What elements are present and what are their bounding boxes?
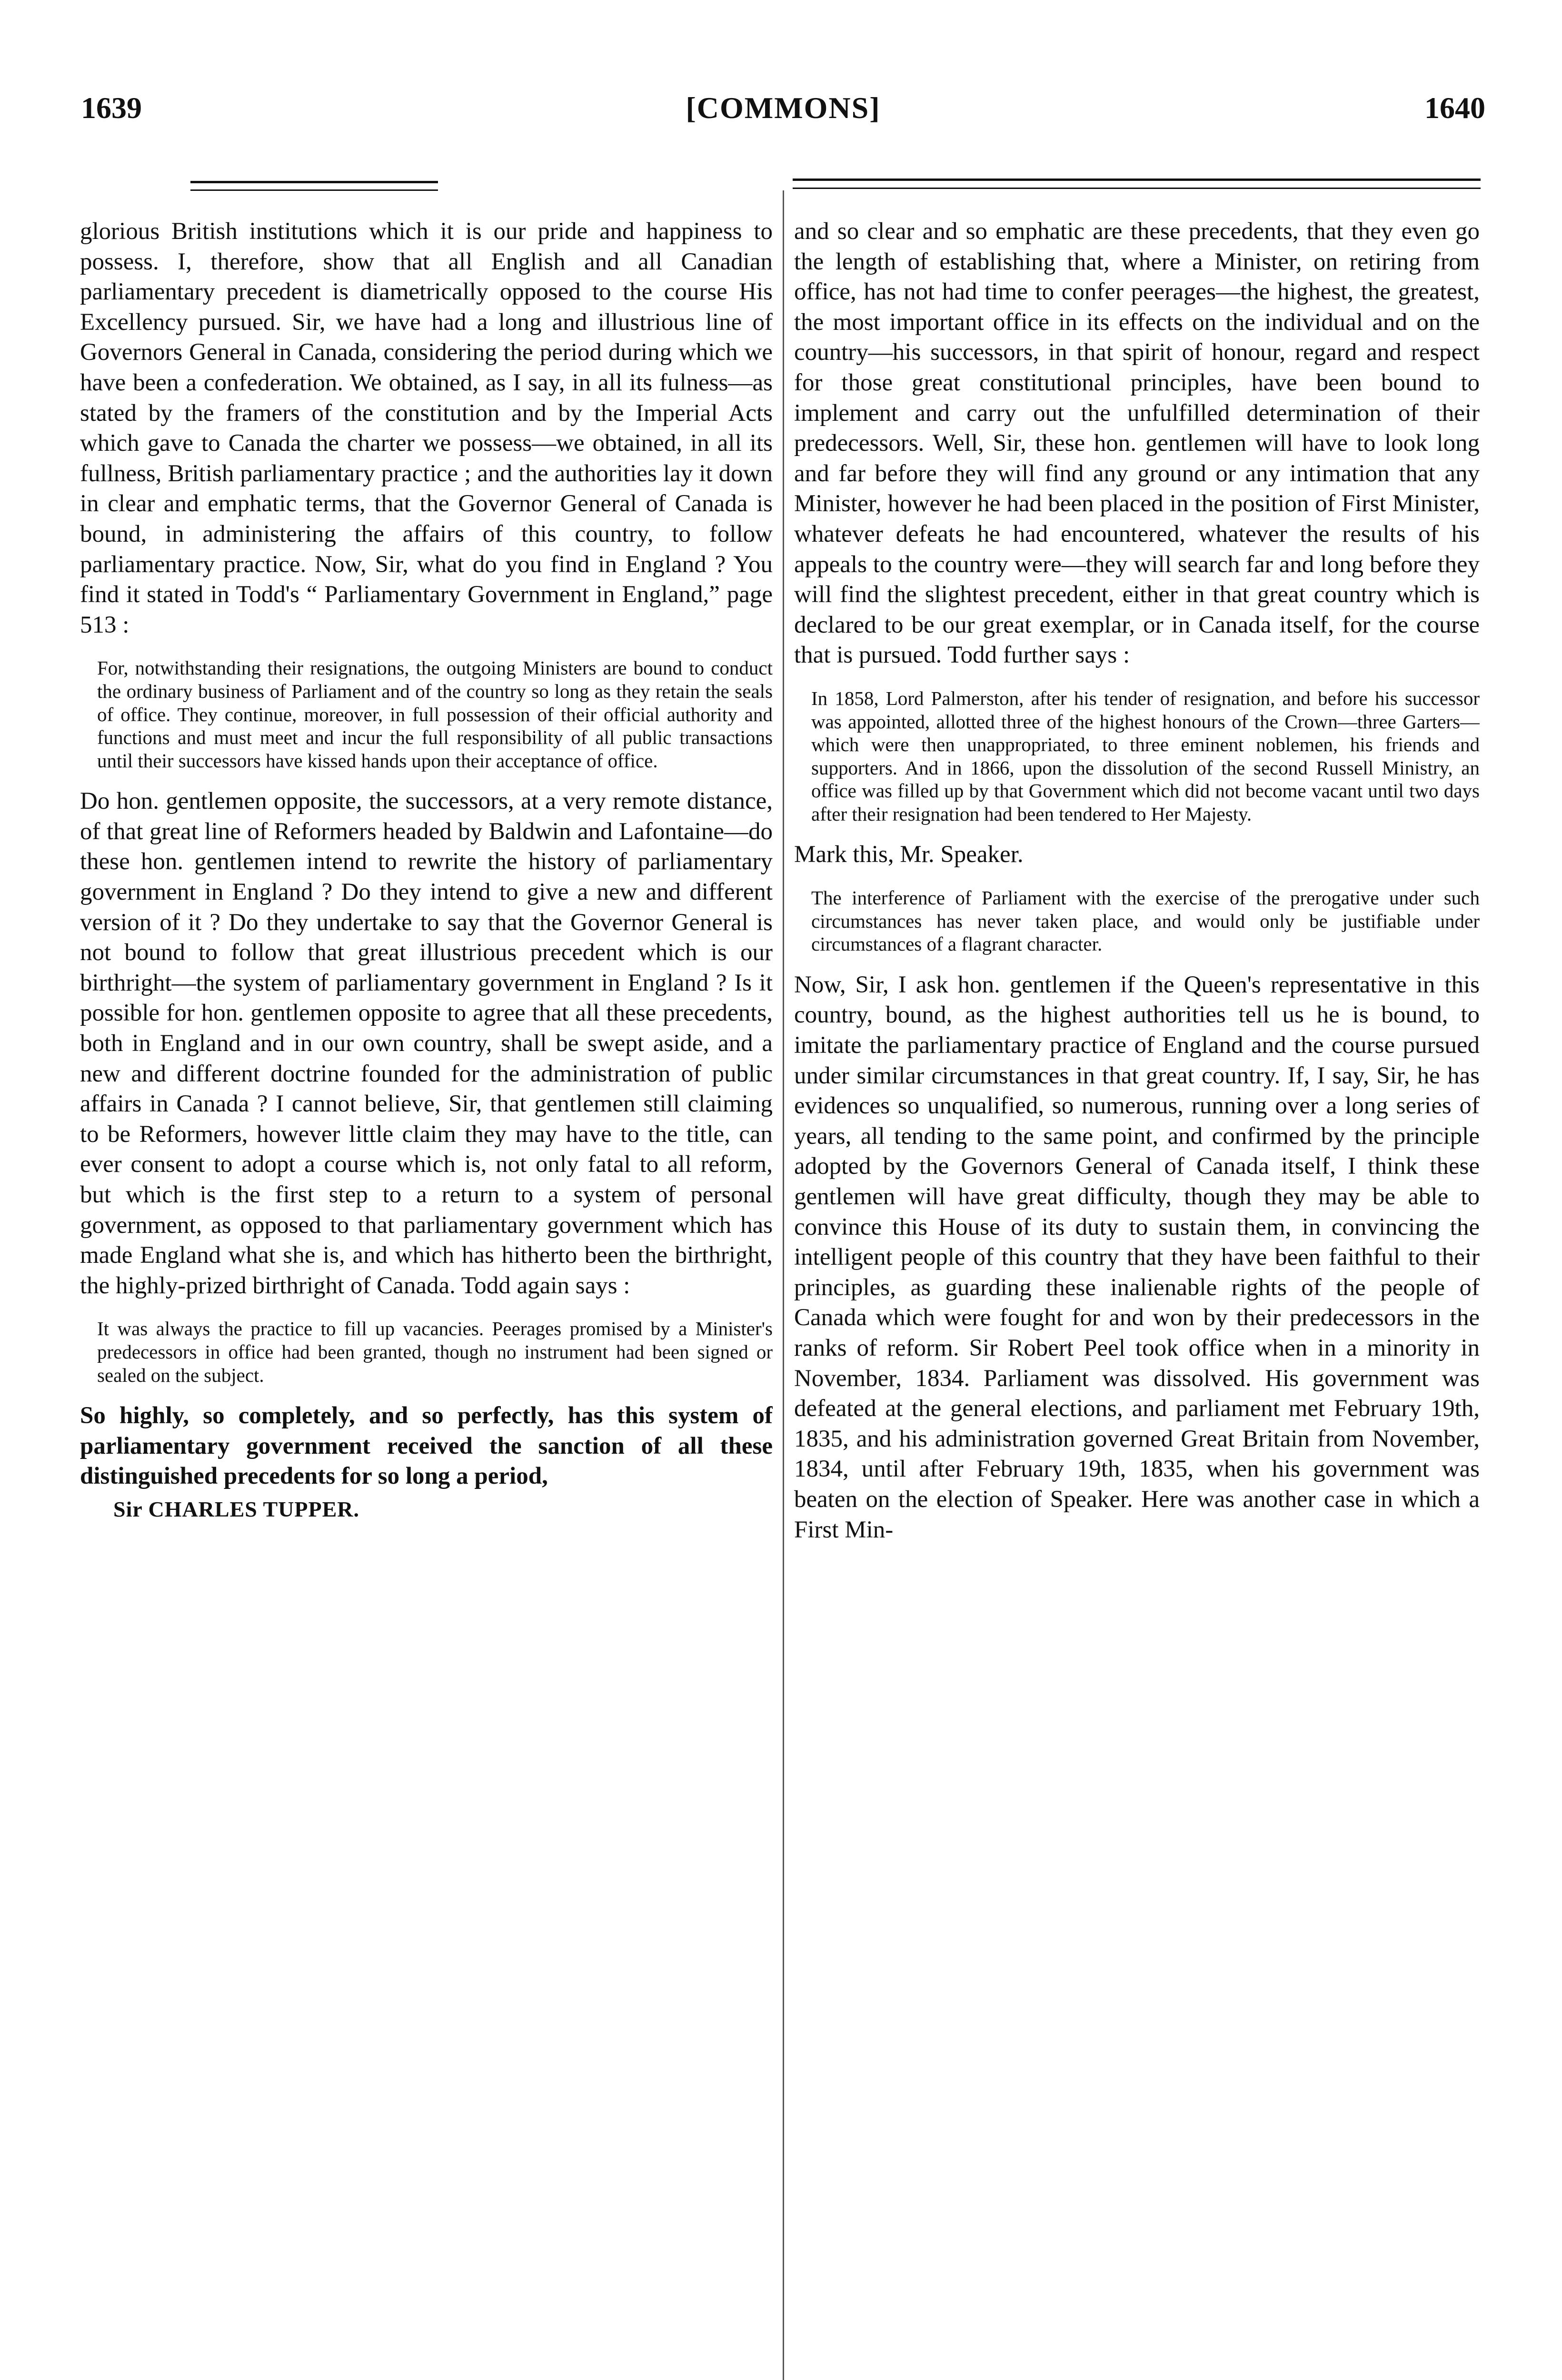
left-column — [80, 217, 773, 2359]
right-column — [794, 217, 1480, 2359]
header-rule-left-top — [190, 181, 438, 183]
page-number-right: 1640 — [1424, 91, 1485, 125]
right-paragraph-2: Mark this, Mr. Speaker. — [794, 841, 1024, 868]
page-header — [81, 90, 1485, 143]
right-quotation-2: The interference of Parliament with the exercise of the prerogative under such circumstances has never taken place, and would only be justifiable under circumstances of a flagrant character. — [811, 887, 1480, 955]
page-number-left: 1639 — [81, 91, 142, 125]
right-paragraph-3: Now, Sir, I ask hon. gentlemen if the Queen's representative in this country, bound, as the highest authorities tell us he is bound, to imitate the parliamentary practice of England and the course pursued under similar circumstances in that great country. If, I say, Sir, he has evidences so unqualified, so numerous, running over a long series of years, all tending to the same point, and confirmed by the principle adopted by the Governors General of Canada itself, I think these gentlemen will have great difficulty, though they may be able to convince this House of its duty to sustain them, in convincing the intelligent people of this country that they have been faithful to their principles, as guarding these inalienable rights of the people of Canada which were fought for and won by their predecessors in the ranks of reform. Sir Robert Peel took office when in a minority in November, 1834. Parliament was dissolved. His government was defeated at the general elections, and parliament met February 19th, 1835, and his administration governed Great Britain from November, 1834, until after February 19th, 1835, when his government was beaten on the election of Speaker. Here was another case in which a First Min- — [794, 971, 1480, 1543]
header-rule-left-bottom — [190, 189, 438, 191]
left-paragraph-3: So highly, so completely, and so perfectly, has this system of parliamentary government received the sanction of all these distinguished precedents for so long a period, — [80, 1402, 773, 1490]
right-quotation-1: In 1858, Lord Palmerston, after his tender of resignation, and before his successor was appointed, allotted three of the highest honours of the Crown—three Garters—which were then unappropriated, to three eminent noblemen, his friends and supporters. And in 1866, upon the dissolution of the second Russell Ministry, an office was filled up by that Government which did not become vacant until two days after their resignation had been tendered to Her Majesty. — [811, 687, 1480, 825]
left-quotation-2: It was always the practice to fill up vacancies. Peerages promised by a Minister's predecessors in office had been granted, though no instrument had been signed or sealed on the subject. — [97, 1318, 773, 1386]
running-title: [COMMONS] — [686, 91, 881, 125]
header-rule-right-bottom — [793, 188, 1481, 189]
left-paragraph-2: Do hon. gentlemen opposite, the successors, at a very remote distance, of that great line of Reformers headed by Baldwin and Lafontaine—do these hon. gentlemen intend to rewrite the history of parliamentary government in England ? Do they intend to give a new and different version of it ? Do they undertake to say that the Governor General is not bound to follow that great illustrious precedent which is our birthright—the system of parliamentary government in England ? Is it possible for hon. gentlemen opposite to agree that all these precedents, both in England and in our own country, shall be swept aside, and a new and different doctrine founded for the administration of public affairs in Canada ? I cannot believe, Sir, that gentlemen still claiming to be Reformers, however little claim they may have to the title, can ever consent to adopt a course which is, not only fatal to all reform, but which is the first step to a return to a system of personal government, as opposed to that parliamentary government which has made England what she is, and which has hitherto been the birthright, the highly-prized birthright of Canada. Todd again says : — [80, 788, 773, 1299]
column-divider — [783, 190, 784, 2380]
header-rule-right-top — [793, 178, 1481, 181]
left-paragraph-1: glorious British institutions which it is our pride and happiness to possess. I, therefore, show that all English and all Canadian parliamentary precedent is diametrically opposed to the course His Excellency pursued. Sir, we have had a long and illustrious line of Governors General in Canada, considering the period during which we have been a confederation. We obtained, as I say, in all its fulness—as stated by the framers of the constitution and by the Imperial Acts which gave to Canada the charter we possess—we obtained, in all its fullness, British parliamentary practice ; and the authorities lay it down in clear and emphatic terms, that the Governor General of Canada is bound, in administering the affairs of this country, to follow parliamentary practice. Now, Sir, what do you find in England ? You find it stated in Todd's “ Parliamentary Government in England,” page 513 : — [80, 218, 773, 638]
left-quotation-1: For, notwithstanding their resignations, the outgoing Ministers are bound to conduct the ordinary business of Parliament and of the country so long as they retain the seals of office. They continue, moreover, in full possession of their official authority and functions and must meet and incur the full responsibility of all public transactions until their successors have kissed hands upon their acceptance of office. — [97, 657, 773, 772]
speaker-footer: Sir CHARLES TUPPER. — [113, 1497, 360, 1521]
right-paragraph-1: and so clear and so emphatic are these precedents, that they even go the length of establishing that, where a Minister, on retiring from office, has not had time to confer peerages—the highest, the greatest, the most important office in its effects on the individual and on the country—his successors, in that spirit of honour, regard and respect for those great constitutional principles, have been bound to implement and carry out the unfulfilled determination of their predecessors. Well, Sir, these hon. gentlemen will have to look long and far before they will find any ground or any intimation that any Minister, however he had been placed in the position of First Minister, whatever defeats he had encountered, whatever the results of his appeals to the country were—they will search far and long before they will find the slightest precedent, either in that great country which is declared to be our great exemplar, or in Canada itself, for the course that is pursued. Todd further says : — [794, 218, 1480, 669]
